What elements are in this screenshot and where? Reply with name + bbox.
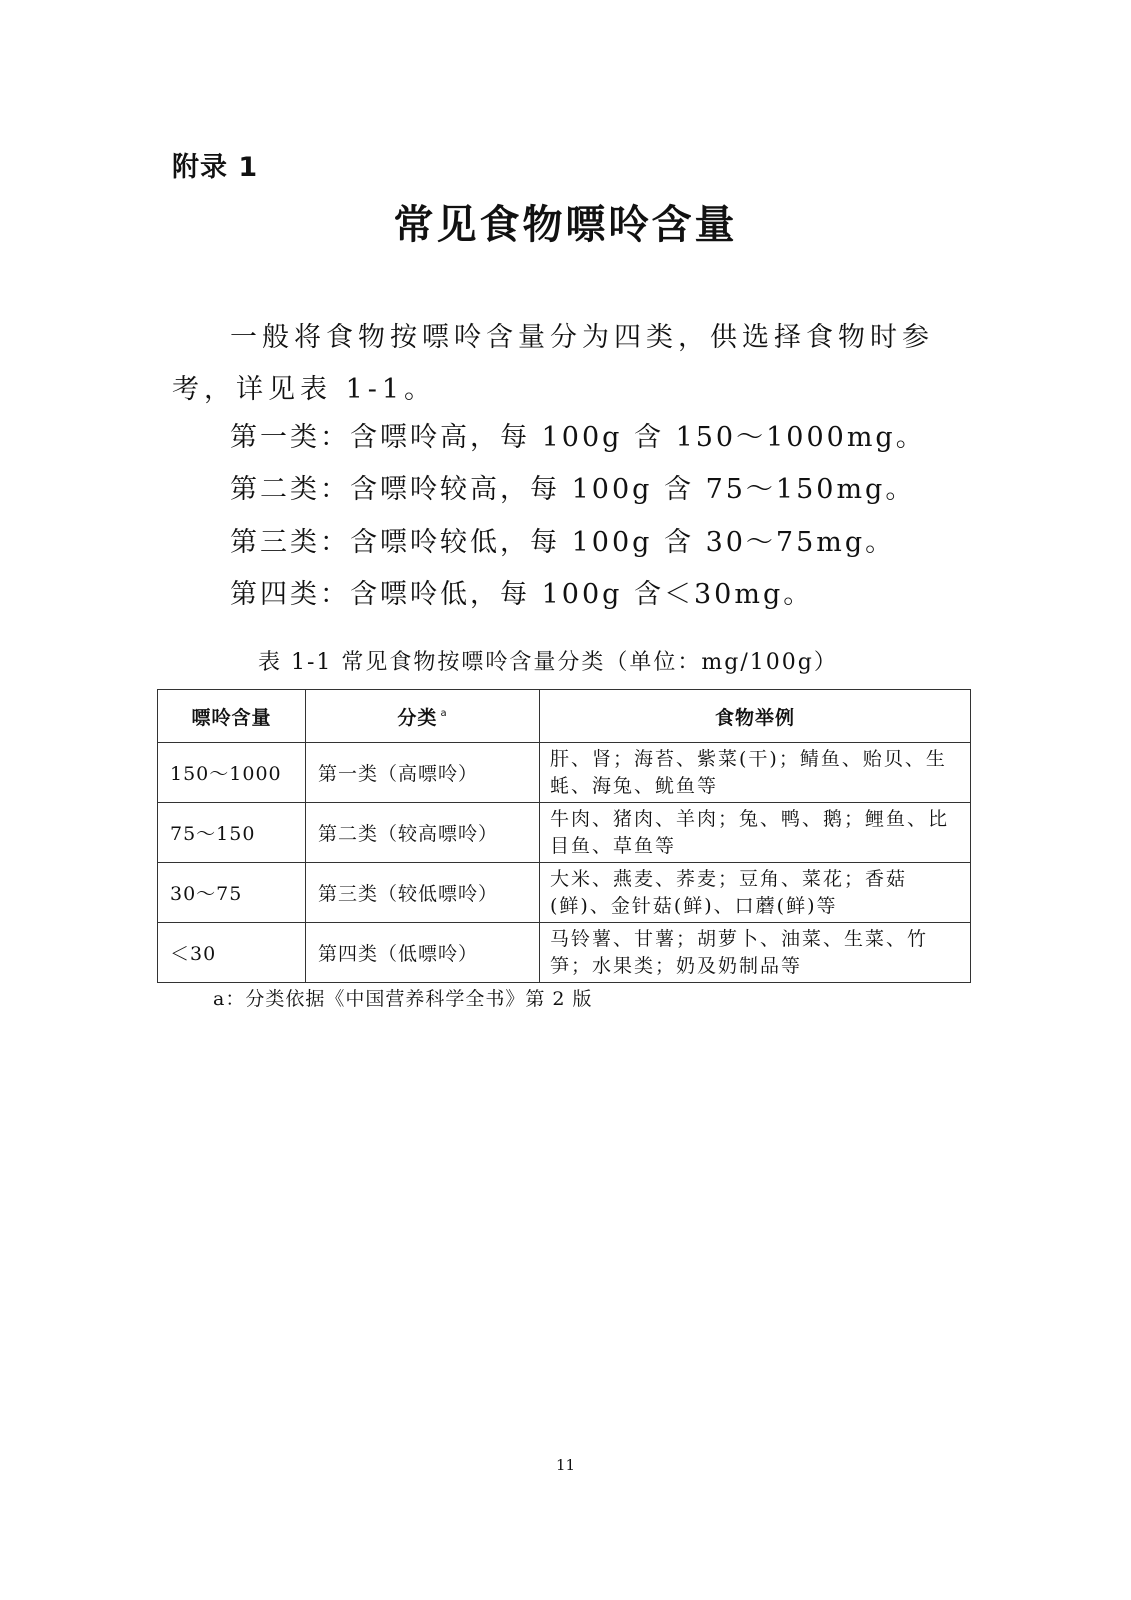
intro-paragraph: 一般将食物按嘌呤含量分为四类，供选择食物时参考，详见表 1-1。 xyxy=(172,322,934,405)
cell-category: 第二类（较高嘌呤） xyxy=(306,803,540,863)
table-row xyxy=(158,863,971,923)
appendix-label: 附录 1 xyxy=(172,152,259,183)
cell-purine-amount: 150～1000 xyxy=(158,743,306,803)
table-caption: 表 1-1 常见食物按嘌呤含量分类（单位：mg/100g） xyxy=(258,650,838,675)
header-food-examples: 食物举例 xyxy=(540,690,971,743)
cell-food-examples: 牛肉、猪肉、羊肉；兔、鸭、鹅；鲤鱼、比目鱼、草鱼等 xyxy=(540,803,971,863)
table-row xyxy=(158,803,971,863)
header-purine-amount: 嘌呤含量 xyxy=(158,690,306,743)
table-header-row xyxy=(158,690,971,743)
table-footnote: a：分类依据《中国营养科学全书》第 2 版 xyxy=(213,988,593,1010)
class-line-3: 第三类：含嘌呤较低，每 100g 含 30～75mg。 xyxy=(230,527,896,558)
cell-food-examples: 大米、燕麦、荞麦；豆角、菜花；香菇(鲜)、金针菇(鲜)、口蘑(鲜)等 xyxy=(540,863,971,923)
cell-category: 第一类（高嘌呤） xyxy=(306,743,540,803)
page-title: 常见食物嘌呤含量 xyxy=(393,202,738,248)
cell-purine-amount: ＜30 xyxy=(158,923,306,983)
class-line-4: 第四类：含嘌呤低，每 100g 含＜30mg。 xyxy=(230,579,814,610)
class-line-2: 第二类：含嘌呤较高，每 100g 含 75～150mg。 xyxy=(230,474,916,505)
cell-category: 第三类（较低嘌呤） xyxy=(306,863,540,923)
footnote-marker: a xyxy=(440,707,448,719)
cell-category: 第四类（低嘌呤） xyxy=(306,923,540,983)
cell-food-examples: 肝、肾；海苔、紫菜(干)；鲭鱼、贻贝、生蚝、海兔、鱿鱼等 xyxy=(540,743,971,803)
page-number: 11 xyxy=(555,1456,576,1474)
table-row xyxy=(158,743,971,803)
cell-purine-amount: 75～150 xyxy=(158,803,306,863)
class-line-1: 第一类：含嘌呤高，每 100g 含 150～1000mg。 xyxy=(230,422,926,453)
cell-purine-amount: 30～75 xyxy=(158,863,306,923)
header-category: 分类 $^a$ xyxy=(306,690,540,743)
table-row xyxy=(158,923,971,983)
purine-table xyxy=(157,689,971,983)
cell-food-examples: 马铃薯、甘薯；胡萝卜、油菜、生菜、竹笋；水果类；奶及奶制品等 xyxy=(540,923,971,983)
